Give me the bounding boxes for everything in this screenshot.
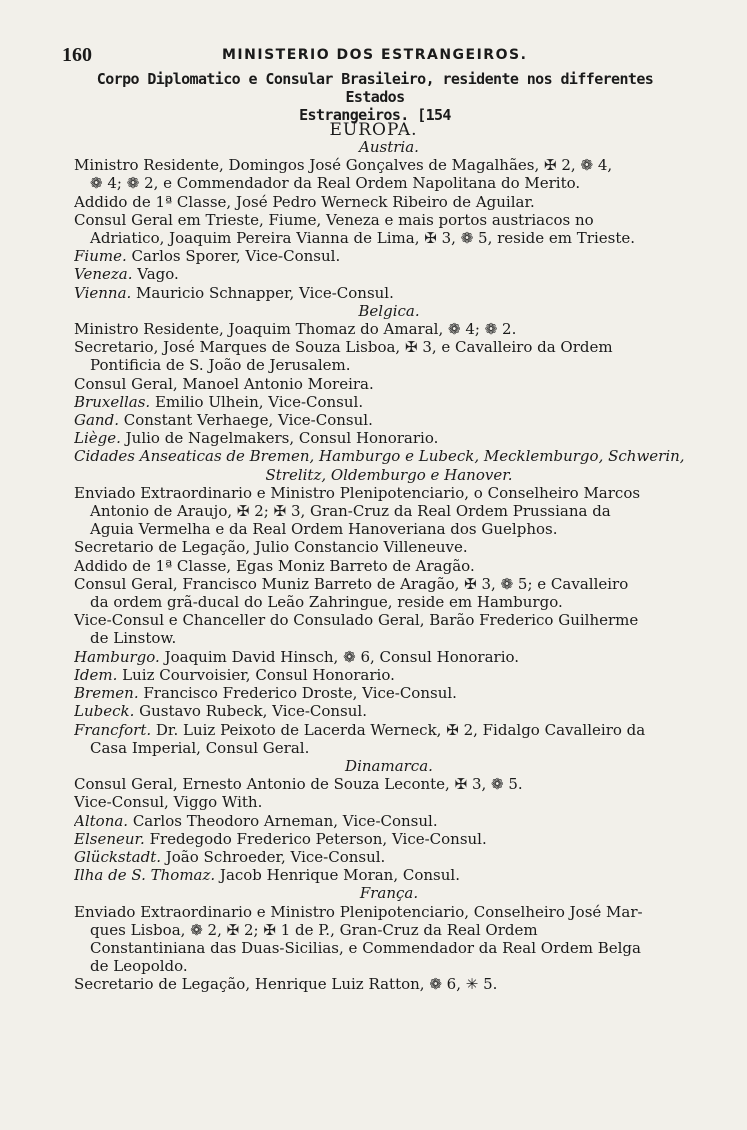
text-segment: Enviado Extraordinario e Ministro Plenipotenciario, Conselheiro José Mar- xyxy=(74,902,643,921)
text-segment: Enviado Extraordinario e Ministro Plenipotenciario, o Conselheiro Marcos xyxy=(74,483,641,502)
region-heading: EUROPA. xyxy=(329,120,418,140)
subtitle-line: Estrangeiros. [154 xyxy=(299,106,451,124)
order-rosette-icon: ❁ xyxy=(580,156,594,175)
place-name: Lubeck. xyxy=(74,702,135,721)
place-name: Francfort. xyxy=(74,720,152,739)
text-line xyxy=(74,265,704,283)
text-line xyxy=(74,575,704,593)
text-line xyxy=(74,411,704,429)
order-rosette-icon: ❁ xyxy=(126,174,140,193)
text-segment: 5; e Cavalleiro xyxy=(513,574,629,593)
place-name: Hamburgo. xyxy=(74,647,160,666)
text-segment: Secretario, José Marques de Souza Lisboa, xyxy=(74,338,405,357)
order-cross-icon: ✠ xyxy=(226,920,240,939)
document-body xyxy=(74,138,704,994)
text-line xyxy=(74,484,704,502)
text-segment: Pontificia de S. João de Jerusalem. xyxy=(90,356,351,375)
country-heading: Austria. xyxy=(359,138,419,156)
text-segment: Carlos Theodoro Arneman, Vice-Consul. xyxy=(128,811,438,830)
order-rosette-icon: ❁ xyxy=(190,920,203,939)
text-line xyxy=(74,593,704,611)
text-line xyxy=(74,939,704,957)
text-line xyxy=(74,903,704,921)
text-segment: Casa Imperial, Consul Geral. xyxy=(90,738,310,757)
page-header xyxy=(62,44,702,66)
text-line xyxy=(74,866,704,884)
place-name: Glückstadt. xyxy=(74,847,161,866)
text-segment: 2, xyxy=(556,156,581,175)
place-name: Fiume. xyxy=(74,247,127,266)
text-segment: 4, xyxy=(593,156,613,175)
text-segment: Consul Geral em Trieste, Fiume, Veneza e mais portos austriacos no xyxy=(74,210,594,229)
text-line xyxy=(74,247,704,265)
text-segment: Gustavo Rubeck, Vice-Consul. xyxy=(134,702,367,721)
text-segment: Fredegodo Frederico Peterson, Vice-Consul. xyxy=(144,829,487,848)
text-line xyxy=(74,775,704,793)
order-cross-icon: ✠ xyxy=(464,574,477,593)
text-line xyxy=(74,666,704,684)
text-line xyxy=(74,284,704,302)
text-segment: ques Lisboa, xyxy=(90,920,191,939)
section-subtitle xyxy=(70,70,680,124)
text-line xyxy=(74,557,704,575)
order-cross-icon: ✠ xyxy=(446,720,459,739)
text-line xyxy=(74,320,704,338)
text-line xyxy=(74,848,704,866)
country-heading: Belgica. xyxy=(358,301,420,320)
text-segment: 4; xyxy=(102,174,127,193)
text-segment: Emilio Ulhein, Vice-Consul. xyxy=(150,392,364,411)
order-rosette-icon: ❁ xyxy=(484,320,498,339)
place-name: Ilha de S. Thomaz. xyxy=(74,866,216,885)
text-segment: Vago. xyxy=(132,265,179,284)
text-segment: 3, xyxy=(436,229,461,248)
place-name: Altona. xyxy=(74,811,129,830)
text-line xyxy=(74,211,704,229)
text-line xyxy=(74,538,704,556)
text-segment: 3, xyxy=(467,775,492,794)
country-heading: Dinamarca. xyxy=(345,756,433,775)
text-segment: Francisco Frederico Droste, Vice-Consul. xyxy=(138,684,457,703)
place-name: Cidades Anseaticas de Bremen, Hamburgo e Lubeck, Mecklemburgo, Schwerin, xyxy=(74,447,685,466)
text-line xyxy=(74,193,704,211)
text-segment: 2; xyxy=(249,502,274,521)
running-title: MINISTERIO DOS ESTRANGEIROS. xyxy=(222,47,528,63)
text-line xyxy=(74,830,704,848)
place-name: Elseneur. xyxy=(74,829,145,848)
text-segment: Secretario de Legação, Julio Constancio Villeneuve. xyxy=(74,538,468,557)
text-line xyxy=(74,975,704,993)
place-name: Veneza. xyxy=(74,265,133,284)
place-name: Gand. xyxy=(74,411,119,430)
text-segment: de Leopoldo. xyxy=(90,957,188,976)
text-segment: Adriatico, Joaquim Pereira Vianna de Lima, xyxy=(90,229,425,248)
text-line xyxy=(74,447,704,465)
order-cross-icon: ✠ xyxy=(454,775,468,794)
text-segment: Carlos Sporer, Vice-Consul. xyxy=(126,247,341,266)
text-segment: 2, xyxy=(202,920,227,939)
order-cross-icon: ✠ xyxy=(544,156,557,175)
text-line xyxy=(74,429,704,447)
text-segment: 1 de P., Gran-Cruz da Real Ordem xyxy=(275,920,538,939)
text-line xyxy=(74,629,704,647)
text-line xyxy=(74,793,704,811)
text-segment: 6, Consul Honorario. xyxy=(355,647,520,666)
order-cross-icon: ✠ xyxy=(273,502,287,521)
country-heading: Strelitz, Oldemburgo e Hanover. xyxy=(265,465,513,484)
text-segment: Ministro Residente, Domingos José Gonçalves de Magalhães, xyxy=(74,156,545,175)
text-segment: Vice-Consul, Viggo With. xyxy=(74,793,263,812)
text-segment: Constant Verhaege, Vice-Consul. xyxy=(118,411,373,430)
text-segment: da ordem grã-ducal do Leão Zahringue, reside em Hamburgo. xyxy=(90,593,563,612)
text-line xyxy=(74,684,704,702)
text-segment: Vice-Consul e Chanceller do Consulado Geral, Barão Frederico Guilherme xyxy=(74,611,639,630)
order-cross-icon: ✠ xyxy=(263,920,276,939)
text-segment: Dr. Luiz Peixoto de Lacerda Werneck, xyxy=(151,720,447,739)
text-segment: 4; xyxy=(460,320,485,339)
text-segment: 5. xyxy=(503,775,523,794)
text-segment: Addido de 1ª Classe, José Pedro Werneck Ribeiro de Aguilar. xyxy=(74,192,535,211)
text-segment: Luiz Courvoisier, Consul Honorario. xyxy=(117,665,395,684)
text-line xyxy=(74,520,704,538)
text-line xyxy=(74,721,704,739)
order-rosette-icon: ❁ xyxy=(343,647,356,666)
text-line xyxy=(74,957,704,975)
text-segment: Mauricio Schnapper, Vice-Consul. xyxy=(131,283,394,302)
text-segment: Addido de 1ª Classe, Egas Moniz Barreto de Aragão. xyxy=(74,556,475,575)
place-name: Liège. xyxy=(74,429,121,448)
text-segment: 2, e Commendador da Real Ordem Napolitana do Merito. xyxy=(139,174,581,193)
text-line xyxy=(74,648,704,666)
text-line xyxy=(74,921,704,939)
text-segment: Aguia Vermelha e da Real Ordem Hanoveriana dos Guelphos. xyxy=(90,520,558,539)
text-line xyxy=(74,338,704,356)
order-rosette-icon: ❁ xyxy=(460,229,474,248)
order-cross-icon: ✠ xyxy=(236,502,250,521)
order-rosette-icon: ❁ xyxy=(491,775,504,794)
order-rosette-icon: ❁ xyxy=(90,174,103,193)
text-segment: 5, reside em Trieste. xyxy=(473,229,635,248)
text-line xyxy=(74,611,704,629)
country-heading: França. xyxy=(359,884,419,903)
place-name: Vienna. xyxy=(74,283,132,302)
text-segment: João Schroeder, Vice-Consul. xyxy=(161,847,386,866)
text-segment: de Linstow. xyxy=(90,629,177,648)
place-name: Bruxellas. xyxy=(74,392,151,411)
text-segment: 2. xyxy=(497,320,517,339)
text-segment: Secretario de Legação, Henrique Luiz Ratton, xyxy=(74,975,430,994)
text-segment: Julio de Nagelmakers, Consul Honorario. xyxy=(120,429,439,448)
text-segment: Ministro Residente, Joaquim Thomaz do Amaral, xyxy=(74,320,448,339)
text-segment: Antonio de Araujo, xyxy=(90,502,237,521)
text-segment: 2, Fidalgo Cavalleiro da xyxy=(458,720,646,739)
text-segment: 3, e Cavalleiro da Ordem xyxy=(417,338,613,357)
order-cross-icon: ✠ xyxy=(424,229,437,248)
text-line xyxy=(74,356,704,374)
star-icon: ✳ xyxy=(465,975,479,994)
order-rosette-icon: ❁ xyxy=(500,574,514,593)
text-line xyxy=(74,702,704,720)
text-line xyxy=(74,393,704,411)
text-segment: Jacob Henrique Moran, Consul. xyxy=(215,866,460,885)
text-segment: Consul Geral, Francisco Muniz Barreto de Aragão, xyxy=(74,574,465,593)
text-line xyxy=(74,174,704,192)
place-name: Idem. xyxy=(74,665,118,684)
text-line xyxy=(74,739,704,757)
text-segment: 2; xyxy=(239,920,264,939)
text-segment: Constantiniana das Duas-Sicilias, e Commendador da Real Ordem Belga xyxy=(90,938,641,957)
text-segment: Consul Geral, Ernesto Antonio de Souza Leconte, xyxy=(74,775,455,794)
page-number: 160 xyxy=(62,44,92,66)
place-name: Bremen. xyxy=(74,684,139,703)
text-segment: 3, Gran-Cruz da Real Ordem Prussiana da xyxy=(286,502,611,521)
subtitle-line: Corpo Diplomatico e Consular Brasileiro, residente nos differentes Estados xyxy=(96,70,654,106)
order-rosette-icon: ❁ xyxy=(447,320,461,339)
text-segment: 6, xyxy=(441,975,466,994)
order-cross-icon: ✠ xyxy=(404,338,418,357)
text-segment: Consul Geral, Manoel Antonio Moreira. xyxy=(74,374,374,393)
text-line xyxy=(74,812,704,830)
order-rosette-icon: ❁ xyxy=(429,975,442,994)
text-line xyxy=(74,375,704,393)
text-segment: 5. xyxy=(478,975,498,994)
text-segment: Joaquim David Hinsch, xyxy=(159,647,344,666)
text-line xyxy=(74,156,704,174)
text-line xyxy=(74,502,704,520)
text-segment: 3, xyxy=(476,574,501,593)
text-line xyxy=(74,229,704,247)
